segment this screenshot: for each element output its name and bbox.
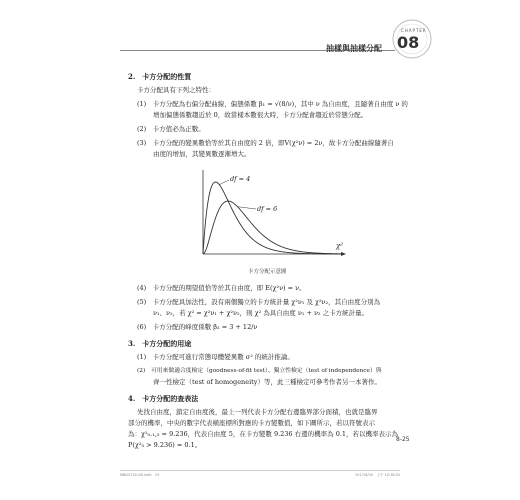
chapter-label: CHAPTER	[401, 28, 427, 33]
table-lookup-line-2: 部分的機率，中央的數字代表橫座標所對應的卡方變數值，如下圖所示，若以符號表示	[128, 419, 375, 427]
property-2: (2) 卡方值必為正數。	[137, 125, 205, 133]
header-title: 抽樣與抽樣分配	[326, 43, 382, 53]
footer-rule	[120, 470, 400, 471]
x-axis-arrow	[341, 252, 346, 256]
table-lookup-line-1: 先找自由度，鎖定自由度後，最上一列代表卡方分配右邊臨界部分面積，也就是臨界	[137, 408, 378, 416]
chapter-number: 08	[397, 33, 420, 52]
footer-timestamp: 2017/8/30 上午 10:38:52	[355, 473, 401, 477]
chart-caption: 卡方分配示意圖	[248, 269, 287, 275]
table-lookup-line-3: 為：χ²₀.₁,₅ = 9.236，代表自由度 5，在卡方變數 9.236 右邊的機率為 0.1，若以機率表示為	[128, 430, 399, 438]
property-3-line-1: (3) 卡方分配的變異數恰等於其自由度的 2 倍，即V(χ²ν) = 2ν，故卡方分配曲線隨著自	[137, 139, 394, 147]
label-df-6: df = 6	[257, 205, 278, 213]
property-1-line-1: (1) 卡方分配為右偏分配曲線，偏態係數 β₁ = √(8/ν)，其中 ν 為自由度，且隨著自由度 ν 的	[137, 100, 408, 108]
usage-2-line-1: (2) 可用來做適合度檢定（goodness-of-fit test）、獨立性檢定（test of independence）與	[137, 368, 382, 374]
table-lookup-line-4: P(χ²₅ > 9.236) = 0.1。	[128, 441, 202, 449]
property-1-line-2: 增加偏態係數趨近於 0，故當樣本數很大時，卡方分配會趨近於常態分配。	[153, 111, 368, 119]
page-number: 8-25	[396, 436, 410, 443]
section-2-heading: 2. 卡方分配的性質	[128, 72, 192, 81]
chi-square-chart	[195, 168, 350, 266]
footer-file-info: MBD0702-08.indd 25	[120, 473, 160, 477]
property-5-line-1: (5) 卡方分配具加法性，設有兩個獨立的卡方統計量 χ²ν₁ 及 χ²ν₂，其自由度分別為	[137, 298, 381, 306]
usage-2-line-2: 齊一性檢定（test of homogeneity）等，此三種檢定可參考作者另一本著作。	[153, 378, 381, 386]
section-4-heading: 4. 卡方分配的查表法	[128, 394, 199, 403]
property-6: (6) 卡方分配的峰度係數 β₂ = 3 + 12/ν	[137, 323, 258, 331]
curve-df-4	[203, 182, 344, 254]
label-df-4: df = 4	[230, 175, 251, 183]
property-5-line-2: ν₁、ν₂，若 χ² = χ²ν₁ + χ²ν₂，則 χ² 為具自由度 ν₁ + ν₂ 之卡方統計量。	[153, 309, 369, 317]
leader-df-4	[219, 180, 229, 185]
section-2-intro: 卡方分配具有下列之特性：	[137, 86, 215, 94]
x-axis-label: χ²	[336, 242, 344, 250]
leader-df-6	[238, 207, 257, 209]
section-3-heading: 3. 卡方分配的用途	[128, 339, 192, 348]
usage-1: (1) 卡方分配可進行常態母體變異數 σ² 的統計推論。	[137, 353, 294, 361]
property-4: (4) 卡方分配的期望值恰等於其自由度，即 E(χ²ν) = ν。	[137, 284, 306, 292]
property-3-line-2: 由度的增加，其變異數逐漸增大。	[153, 150, 251, 158]
